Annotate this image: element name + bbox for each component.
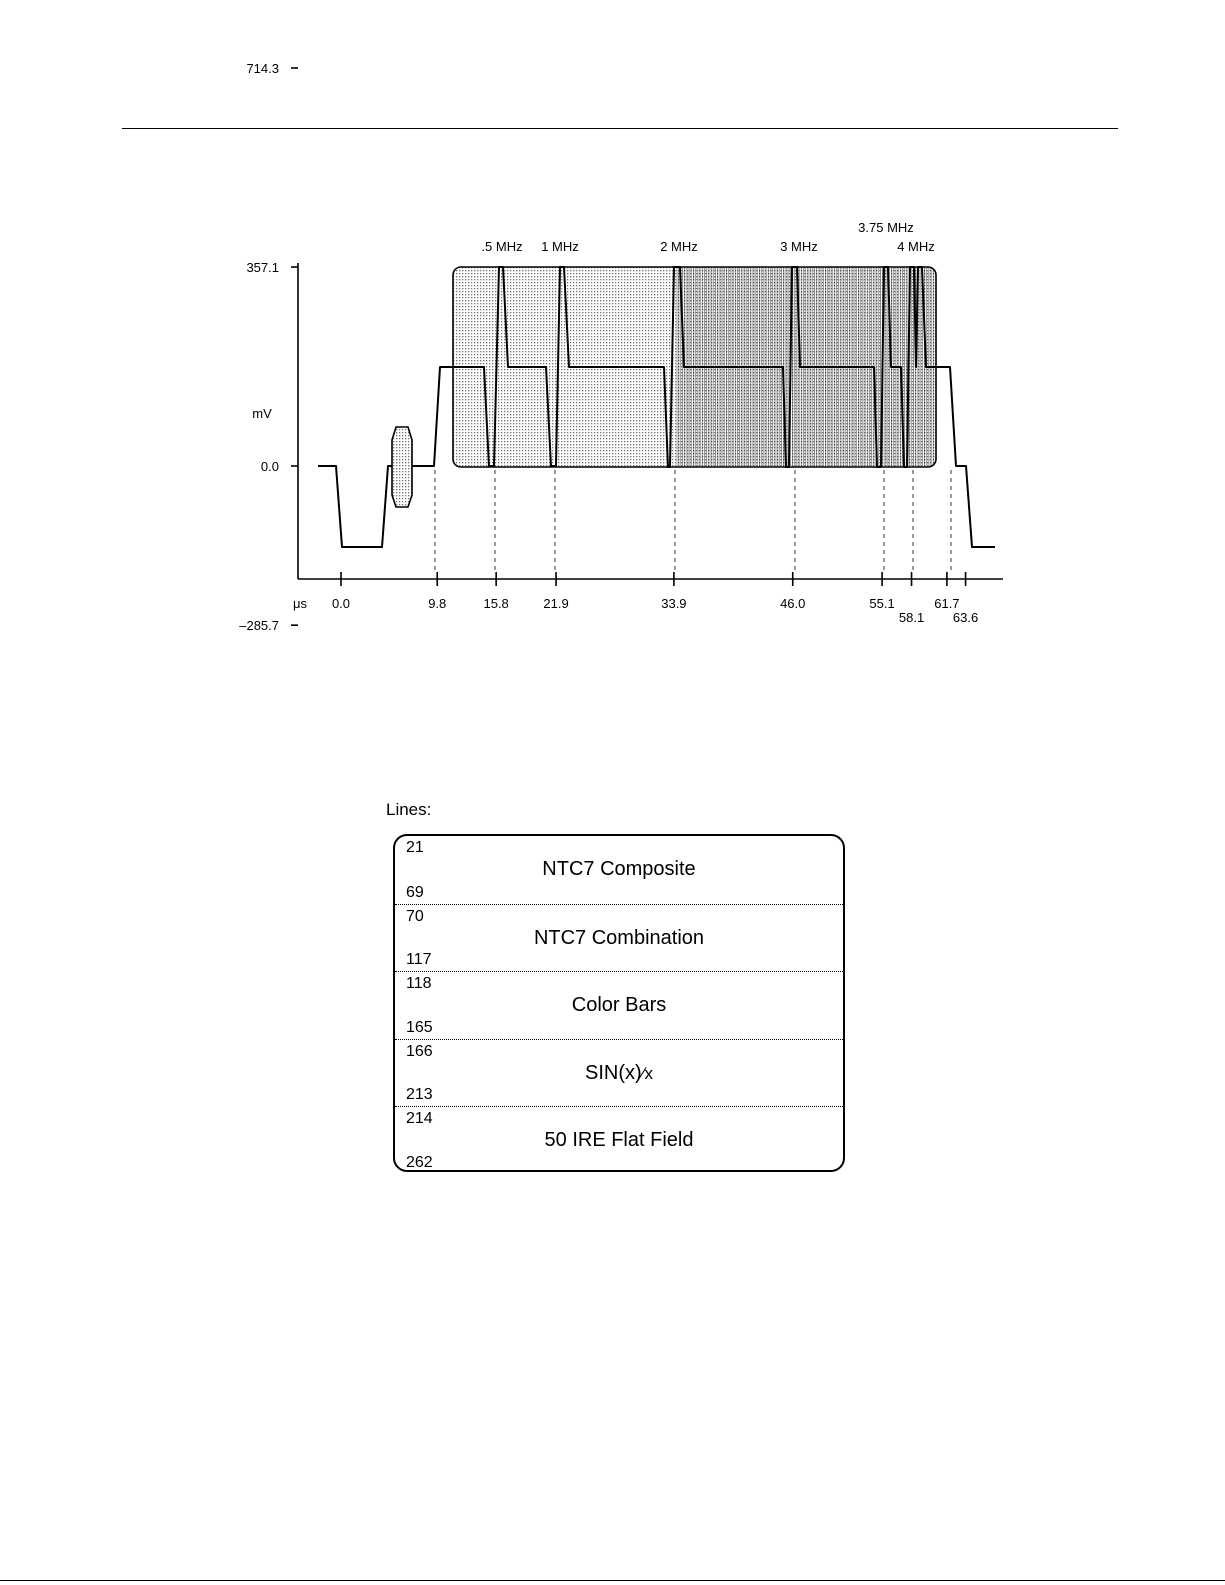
x-tick-label: 58.1: [898, 610, 925, 625]
line-row: [395, 1106, 843, 1174]
y-axis-unit: mV: [252, 406, 272, 421]
y-tick-label: –285.7: [239, 618, 279, 634]
signal-name: [395, 1062, 843, 1085]
x-tick-label: 63.6: [952, 610, 979, 625]
x-axis-ticks: [332, 572, 978, 625]
y-tick-label: 714.3: [246, 61, 279, 76]
x-tick-label: 21.9: [543, 596, 569, 611]
y-tick-label: 0.0: [260, 459, 279, 474]
line-row: [395, 971, 843, 1039]
footer-rule: [0, 1580, 1225, 1581]
line-end: 165: [406, 1018, 433, 1036]
signal-name: 50 IRE Flat Field: [544, 1129, 694, 1152]
signal-name: NTC7 Combination: [533, 926, 705, 949]
x-axis-unit: μs: [293, 596, 307, 611]
multiburst-waveform-diagram: [0, 0, 1225, 660]
line-start: 21: [406, 839, 424, 856]
x-tick-label: 46.0: [780, 596, 806, 611]
x-tick-label: 33.9: [661, 596, 687, 611]
line-end: 262: [406, 1153, 433, 1171]
freq-label-2: 2 MHz: [660, 239, 698, 254]
x-tick-label: 0.0: [331, 596, 351, 611]
signal-name-main: SIN(x): [584, 1061, 642, 1084]
x-tick-label: 15.8: [483, 596, 509, 611]
x-tick-label: 61.7: [934, 596, 960, 611]
line-end: 69: [406, 883, 424, 901]
line-end: 117: [406, 951, 432, 969]
freq-label-0-5: .5 MHz: [481, 239, 523, 254]
freq-label-3-75: 3.75 MHz: [858, 220, 914, 235]
line-end: 213: [406, 1086, 433, 1104]
x-tick-label: 9.8: [428, 596, 447, 611]
line-row: [395, 836, 843, 904]
freq-label-3: 3 MHz: [780, 239, 818, 254]
line-start: 166: [406, 1042, 433, 1060]
y-tick-label: 357.1: [246, 260, 279, 276]
line-row: [395, 1039, 843, 1107]
y-axis-ticks: [239, 61, 298, 633]
color-burst-packet: [392, 427, 412, 507]
lines-label: Lines:: [386, 800, 432, 819]
line-assignment-table: [393, 834, 845, 1172]
freq-label-1: 1 MHz: [541, 239, 579, 254]
line-start: 214: [406, 1110, 433, 1128]
line-start: 70: [406, 907, 424, 925]
signal-name: Color Bars: [571, 994, 667, 1017]
freq-label-4: 4 MHz: [897, 239, 935, 254]
guide-lines: [435, 470, 951, 574]
line-row: [395, 904, 843, 972]
signal-name: NTC7 Composite: [542, 858, 696, 880]
x-tick-label: 55.1: [869, 596, 895, 611]
signal-name-fraction: ⁄x: [641, 1063, 653, 1083]
line-start: 118: [406, 975, 432, 993]
frequency-labels: [481, 220, 934, 254]
